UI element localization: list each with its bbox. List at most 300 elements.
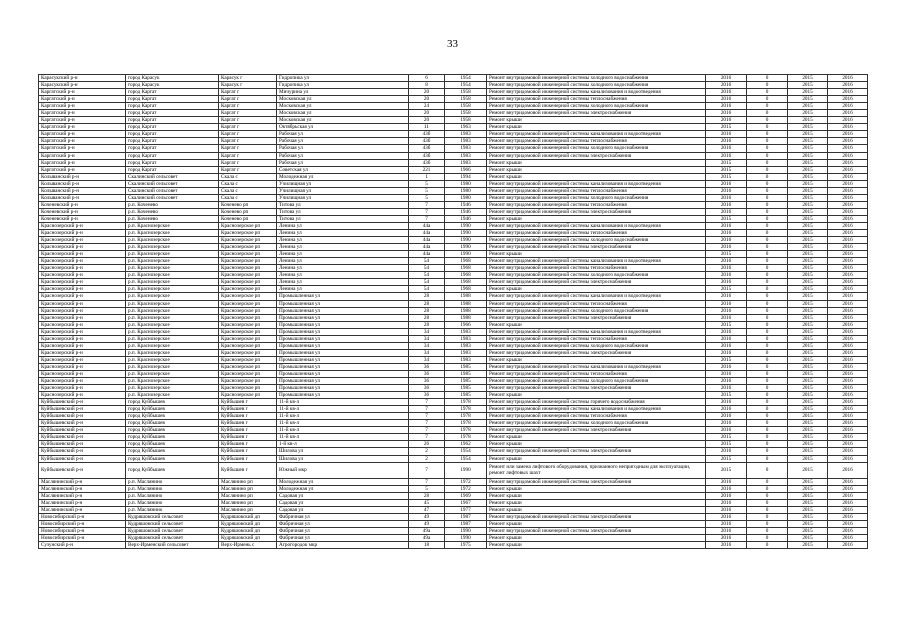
cell-start-year: 2015 (788, 392, 828, 399)
cell-district: Куйбышевский р-н (39, 420, 126, 427)
cell-plan-year: 2015 (706, 321, 747, 328)
cell-settlement: Коченево рп (219, 215, 277, 222)
cell-plan-year: 2016 (706, 427, 747, 434)
cell-work-type: Ремонт внутридомовой инженерной системы холодного водоснабжения (487, 420, 706, 427)
cell-work-type: Ремонт крыши (487, 321, 706, 328)
cell-street: Рабочая ул (277, 145, 409, 152)
cell-end-year: 2016 (828, 194, 868, 201)
cell-settlement: Краснозерское рп (219, 307, 277, 314)
cell-settlement: Верх-Ирмень с (219, 542, 277, 549)
cell-settlement: Краснозерское рп (219, 363, 277, 370)
cell-plan-year: 2016 (706, 201, 747, 208)
cell-end-year: 2016 (828, 110, 868, 117)
cell-start-year: 2015 (788, 349, 828, 356)
cell-cost: 0 (747, 307, 788, 314)
cell-settlement: Куйбышев г (219, 434, 277, 441)
cell-municipality: р.п. Коченево (126, 215, 219, 222)
cell-plan-year: 2016 (706, 328, 747, 335)
cell-street: Промышленная ул (277, 342, 409, 349)
cell-build-year: 1994 (445, 173, 487, 180)
cell-street: 11-й кв-л (277, 420, 409, 427)
cell-house-number: 7 (409, 420, 445, 427)
table-row (39, 138, 868, 145)
cell-cost: 0 (747, 420, 788, 427)
cell-house-number: 44а (409, 251, 445, 258)
cell-settlement: Маслянино рп (219, 506, 277, 513)
cell-house-number: 20 (409, 96, 445, 103)
table-row (39, 82, 868, 89)
cell-district: Краснозерский р-н (39, 392, 126, 399)
cell-district: Краснозерский р-н (39, 272, 126, 279)
cell-end-year: 2016 (828, 485, 868, 492)
cell-cost: 0 (747, 166, 788, 173)
cell-district: Куйбышевский р-н (39, 448, 126, 455)
cell-cost: 0 (747, 103, 788, 110)
cell-district: Краснозерский р-н (39, 349, 126, 356)
table-row (39, 349, 868, 356)
cell-end-year: 2016 (828, 427, 868, 434)
cell-build-year: 1985 (445, 370, 487, 377)
cell-house-number: 7 (409, 208, 445, 215)
cell-house-number: 5 (409, 187, 445, 194)
cell-cost: 0 (747, 194, 788, 201)
cell-end-year: 2016 (828, 406, 868, 413)
table-row (39, 370, 868, 377)
cell-cost: 0 (747, 145, 788, 152)
cell-district: Каргатский р-н (39, 138, 126, 145)
cell-cost: 0 (747, 230, 788, 237)
cell-house-number: 47 (409, 506, 445, 513)
cell-street: Промышленная ул (277, 385, 409, 392)
cell-house-number: 2 (409, 448, 445, 455)
table-row (39, 187, 868, 194)
cell-work-type: Ремонт внутридомовой инженерной системы канализования и водоотведения (487, 406, 706, 413)
cell-plan-year: 2015 (706, 251, 747, 258)
cell-cost: 0 (747, 159, 788, 166)
cell-settlement: Куйбышев г (219, 420, 277, 427)
cell-settlement: Скала с (219, 187, 277, 194)
cell-cost: 0 (747, 513, 788, 520)
cell-end-year: 2016 (828, 286, 868, 293)
cell-district: Куйбышевский р-н (39, 406, 126, 413)
cell-district: Новосибирский р-н (39, 520, 126, 527)
cell-end-year: 2016 (828, 237, 868, 244)
cell-plan-year: 2016 (706, 335, 747, 342)
cell-street: Фабричная ул (277, 534, 409, 541)
cell-end-year: 2016 (828, 244, 868, 251)
cell-municipality: р.п. Маслянино (126, 485, 219, 492)
table-row (39, 406, 868, 413)
table-row (39, 399, 868, 406)
cell-end-year: 2016 (828, 208, 868, 215)
cell-end-year: 2016 (828, 499, 868, 506)
cell-house-number: 7 (409, 462, 445, 478)
cell-cost: 0 (747, 237, 788, 244)
cell-end-year: 2016 (828, 103, 868, 110)
cell-start-year: 2015 (788, 145, 828, 152)
cell-plan-year: 2016 (706, 542, 747, 549)
table-row (39, 448, 868, 455)
table-row (39, 300, 868, 307)
cell-municipality: город Куйбышев (126, 427, 219, 434)
cell-build-year: 1946 (445, 208, 487, 215)
cell-district: Коченевский р-н (39, 208, 126, 215)
cell-settlement: Краснозерское рп (219, 342, 277, 349)
cell-settlement: Кудряшовский дп (219, 520, 277, 527)
cell-street: Московская ул (277, 110, 409, 117)
cell-plan-year: 2016 (706, 370, 747, 377)
table-body (39, 75, 868, 549)
cell-settlement: Каргат г (219, 117, 277, 124)
cell-end-year: 2016 (828, 378, 868, 385)
cell-settlement: Краснозерское рп (219, 335, 277, 342)
cell-start-year: 2015 (788, 434, 828, 441)
cell-district: Краснозерский р-н (39, 286, 126, 293)
cell-municipality: р.п. Краснозерское (126, 307, 219, 314)
table-row (39, 279, 868, 286)
cell-house-number: 54 (409, 272, 445, 279)
cell-house-number: 44а (409, 230, 445, 237)
cell-plan-year: 2016 (706, 89, 747, 96)
cell-plan-year: 2016 (706, 110, 747, 117)
cell-build-year: 1968 (445, 258, 487, 265)
cell-district: Сузунский р-н (39, 542, 126, 549)
cell-street: Титова ул (277, 201, 409, 208)
cell-settlement: Каргат г (219, 159, 277, 166)
cell-start-year: 2015 (788, 406, 828, 413)
cell-district: Краснозерский р-н (39, 293, 126, 300)
cell-cost: 0 (747, 124, 788, 131)
cell-street: Промышленная ул (277, 356, 409, 363)
cell-build-year: 1990 (445, 534, 487, 541)
cell-settlement: Краснозерское рп (219, 272, 277, 279)
cell-build-year: 1978 (445, 427, 487, 434)
cell-house-number: 36 (409, 370, 445, 377)
cell-house-number: 7 (409, 215, 445, 222)
cell-cost: 0 (747, 272, 788, 279)
cell-district: Куйбышевский р-н (39, 462, 126, 478)
table-row (39, 342, 868, 349)
table-row (39, 124, 868, 131)
cell-end-year: 2016 (828, 349, 868, 356)
cell-municipality: город Куйбышев (126, 441, 219, 448)
cell-street: Рабочая ул (277, 131, 409, 138)
cell-house-number: 28 (409, 307, 445, 314)
cell-settlement: Куйбышев г (219, 413, 277, 420)
cell-house-number: 49 (409, 513, 445, 520)
cell-build-year: 1985 (445, 385, 487, 392)
cell-cost: 0 (747, 265, 788, 272)
cell-municipality: р.п. Краснозерское (126, 279, 219, 286)
cell-build-year: 1983 (445, 342, 487, 349)
cell-municipality: город Каргат (126, 166, 219, 173)
table-row (39, 173, 868, 180)
cell-cost: 0 (747, 385, 788, 392)
cell-street: Ленина ул (277, 265, 409, 272)
cell-build-year: 1975 (445, 542, 487, 549)
cell-work-type: Ремонт внутридомовой инженерной системы электроснабжения (487, 244, 706, 251)
cell-settlement: Каргат г (219, 110, 277, 117)
cell-work-type: Ремонт внутридомовой инженерной системы канализования и водоотведения (487, 131, 706, 138)
cell-district: Маслянинский р-н (39, 485, 126, 492)
cell-plan-year: 2016 (706, 138, 747, 145)
cell-house-number: 45 (409, 499, 445, 506)
cell-end-year: 2016 (828, 124, 868, 131)
cell-municipality: р.п. Краснозерское (126, 258, 219, 265)
cell-settlement: Каргат г (219, 103, 277, 110)
cell-district: Каргатский р-н (39, 145, 126, 152)
cell-build-year: 1980 (445, 194, 487, 201)
cell-house-number: 7 (409, 201, 445, 208)
table-row (39, 131, 868, 138)
cell-district: Маслянинский р-н (39, 499, 126, 506)
cell-work-type: Ремонт внутридомовой инженерной системы электроснабжения (487, 279, 706, 286)
cell-street: Промышленная ул (277, 321, 409, 328)
cell-settlement: Краснозерское рп (219, 251, 277, 258)
cell-work-type: Ремонт крыши (487, 499, 706, 506)
cell-street: Ленина ул (277, 279, 409, 286)
cell-settlement: Маслянино рп (219, 499, 277, 506)
table-row (39, 265, 868, 272)
cell-street: Ленина ул (277, 222, 409, 229)
cell-build-year: 1958 (445, 110, 487, 117)
cell-start-year: 2015 (788, 222, 828, 229)
cell-work-type: Ремонт внутридомовой инженерной системы теплоснабжения (487, 413, 706, 420)
cell-work-type: Ремонт внутридомовой инженерной системы канализования и водоотведения (487, 89, 706, 96)
cell-cost: 0 (747, 406, 788, 413)
cell-settlement: Кудряшовский дп (219, 534, 277, 541)
cell-build-year: 1983 (445, 159, 487, 166)
cell-start-year: 2015 (788, 230, 828, 237)
cell-municipality: город Каргат (126, 138, 219, 145)
cell-build-year: 1968 (445, 286, 487, 293)
cell-settlement: Краснозерское рп (219, 328, 277, 335)
cell-plan-year: 2016 (706, 194, 747, 201)
cell-house-number: 7 (409, 434, 445, 441)
cell-house-number: 5 (409, 180, 445, 187)
cell-street: Молодежная ул (277, 173, 409, 180)
cell-street: Южный мкр (277, 462, 409, 478)
table-row (39, 455, 868, 462)
cell-house-number: 54 (409, 258, 445, 265)
cell-house-number: 34 (409, 342, 445, 349)
cell-end-year: 2016 (828, 455, 868, 462)
cell-start-year: 2015 (788, 399, 828, 406)
cell-municipality: город Каргат (126, 103, 219, 110)
cell-street: 11-й кв-л (277, 427, 409, 434)
cell-work-type: Ремонт крыши (487, 117, 706, 124)
cell-district: Колыванский р-н (39, 194, 126, 201)
cell-work-type: Ремонт внутридомовой инженерной системы холодного водоснабжения (487, 237, 706, 244)
cell-house-number: 44а (409, 244, 445, 251)
cell-municipality: р.п. Краснозерское (126, 286, 219, 293)
table-row (39, 378, 868, 385)
cell-cost: 0 (747, 279, 788, 286)
table-row (39, 293, 868, 300)
cell-build-year: 1968 (445, 279, 487, 286)
cell-settlement: Краснозерское рп (219, 378, 277, 385)
cell-start-year: 2015 (788, 307, 828, 314)
cell-work-type: Ремонт внутридомовой инженерной системы холодного водоснабжения (487, 342, 706, 349)
cell-cost: 0 (747, 478, 788, 485)
cell-end-year: 2016 (828, 215, 868, 222)
cell-house-number: 49 (409, 520, 445, 527)
cell-municipality: город Каргат (126, 159, 219, 166)
cell-start-year: 2015 (788, 342, 828, 349)
cell-build-year: 1954 (445, 75, 487, 82)
cell-plan-year: 2016 (706, 413, 747, 420)
cell-street: Мичурина ул (277, 89, 409, 96)
cell-cost: 0 (747, 413, 788, 420)
cell-settlement: Карасук г (219, 75, 277, 82)
cell-house-number: 28 (409, 492, 445, 499)
table-row (39, 208, 868, 215)
cell-work-type: Ремонт внутридомовой инженерной системы холодного водоснабжения (487, 145, 706, 152)
cell-settlement: Краснозерское рп (219, 230, 277, 237)
cell-house-number: 11 (409, 124, 445, 131)
cell-end-year: 2016 (828, 399, 868, 406)
table-row (39, 513, 868, 520)
cell-settlement: Скала с (219, 194, 277, 201)
cell-street: Училищная ул (277, 180, 409, 187)
table-row (39, 110, 868, 117)
cell-district: Краснозерский р-н (39, 363, 126, 370)
cell-cost: 0 (747, 448, 788, 455)
cell-settlement: Каргат г (219, 124, 277, 131)
cell-district: Краснозерский р-н (39, 328, 126, 335)
cell-end-year: 2016 (828, 307, 868, 314)
cell-start-year: 2015 (788, 534, 828, 541)
table-row (39, 478, 868, 485)
cell-plan-year: 2016 (706, 222, 747, 229)
cell-start-year: 2015 (788, 89, 828, 96)
cell-work-type: Ремонт внутридомовой инженерной системы теплоснабжения (487, 300, 706, 307)
cell-end-year: 2016 (828, 300, 868, 307)
cell-settlement: Каргат г (219, 138, 277, 145)
cell-house-number: 43б (409, 159, 445, 166)
cell-work-type: Ремонт внутридомовой инженерной системы холодного водоснабжения (487, 82, 706, 89)
cell-street: Фабричная ул (277, 527, 409, 534)
cell-build-year: 1958 (445, 103, 487, 110)
cell-street: Промышленная ул (277, 363, 409, 370)
cell-plan-year: 2015 (706, 434, 747, 441)
cell-plan-year: 2016 (706, 314, 747, 321)
cell-house-number: 28 (409, 293, 445, 300)
cell-cost: 0 (747, 499, 788, 506)
cell-end-year: 2016 (828, 159, 868, 166)
cell-build-year: 1972 (445, 478, 487, 485)
cell-house-number: 26 (409, 441, 445, 448)
cell-build-year: 1983 (445, 152, 487, 159)
cell-work-type: Ремонт крыши (487, 441, 706, 448)
cell-street: Гидропика ул (277, 82, 409, 89)
cell-district: Каргатский р-н (39, 166, 126, 173)
cell-municipality: р.п. Краснозерское (126, 356, 219, 363)
cell-municipality: город Каргат (126, 89, 219, 96)
table-row (39, 75, 868, 82)
cell-work-type: Ремонт крыши (487, 455, 706, 462)
table-row (39, 230, 868, 237)
table-row (39, 462, 868, 478)
cell-district: Каргатский р-н (39, 159, 126, 166)
cell-cost: 0 (747, 321, 788, 328)
cell-plan-year: 2015 (706, 462, 747, 478)
cell-settlement: Куйбышев г (219, 448, 277, 455)
cell-street: Молодежная ул (277, 485, 409, 492)
cell-cost: 0 (747, 173, 788, 180)
cell-work-type: Ремонт или замена лифтового оборудования, признанного непригодным для эксплуатации, ремонт лифтовых шахт (487, 462, 706, 478)
cell-work-type: Ремонт внутридомовой инженерной системы теплоснабжения (487, 138, 706, 145)
cell-end-year: 2016 (828, 448, 868, 455)
table-row (39, 166, 868, 173)
cell-end-year: 2016 (828, 166, 868, 173)
cell-plan-year: 2016 (706, 399, 747, 406)
cell-end-year: 2016 (828, 173, 868, 180)
cell-build-year: 1990 (445, 230, 487, 237)
cell-work-type: Ремонт крыши (487, 434, 706, 441)
cell-house-number: 36 (409, 392, 445, 399)
cell-build-year: 1987 (445, 513, 487, 520)
cell-settlement: Краснозерское рп (219, 314, 277, 321)
cell-end-year: 2016 (828, 152, 868, 159)
table-row (39, 420, 868, 427)
cell-build-year: 1990 (445, 251, 487, 258)
cell-end-year: 2016 (828, 527, 868, 534)
cell-settlement: Куйбышев г (219, 455, 277, 462)
cell-work-type: Ремонт внутридомовой инженерной системы электроснабжения (487, 349, 706, 356)
cell-end-year: 2016 (828, 520, 868, 527)
cell-work-type: Ремонт крыши (487, 485, 706, 492)
cell-start-year: 2015 (788, 244, 828, 251)
cell-street: Московская ул (277, 117, 409, 124)
cell-end-year: 2016 (828, 328, 868, 335)
cell-build-year: 1958 (445, 89, 487, 96)
cell-end-year: 2016 (828, 462, 868, 478)
cell-build-year: 1978 (445, 434, 487, 441)
cell-settlement: Скала с (219, 180, 277, 187)
cell-district: Куйбышевский р-н (39, 441, 126, 448)
cell-street: Советская ул (277, 166, 409, 173)
cell-district: Краснозерский р-н (39, 321, 126, 328)
cell-cost: 0 (747, 342, 788, 349)
cell-street: Шилова ул (277, 448, 409, 455)
cell-municipality: р.п. Краснозерское (126, 272, 219, 279)
cell-municipality: р.п. Маслянино (126, 506, 219, 513)
cell-start-year: 2015 (788, 506, 828, 513)
cell-plan-year: 2015 (706, 173, 747, 180)
cell-work-type: Ремонт внутридомовой инженерной системы канализования и водоотведения (487, 363, 706, 370)
cell-cost: 0 (747, 251, 788, 258)
cell-municipality: город Куйбышев (126, 434, 219, 441)
cell-end-year: 2016 (828, 392, 868, 399)
cell-settlement: Маслянино рп (219, 485, 277, 492)
cell-street: Промышленная ул (277, 370, 409, 377)
cell-district: Краснозерский р-н (39, 378, 126, 385)
cell-district: Краснозерский р-н (39, 222, 126, 229)
cell-build-year: 1990 (445, 222, 487, 229)
cell-work-type: Ремонт внутридомовой инженерной системы теплоснабжения (487, 230, 706, 237)
cell-house-number: 28 (409, 321, 445, 328)
cell-start-year: 2015 (788, 485, 828, 492)
cell-build-year: 1987 (445, 520, 487, 527)
cell-plan-year: 2016 (706, 485, 747, 492)
cell-settlement: Куйбышев г (219, 399, 277, 406)
cell-street: 11-й кв-л (277, 413, 409, 420)
cell-municipality: р.п. Краснозерское (126, 230, 219, 237)
cell-cost: 0 (747, 314, 788, 321)
cell-start-year: 2015 (788, 265, 828, 272)
cell-street: Промышленная ул (277, 307, 409, 314)
